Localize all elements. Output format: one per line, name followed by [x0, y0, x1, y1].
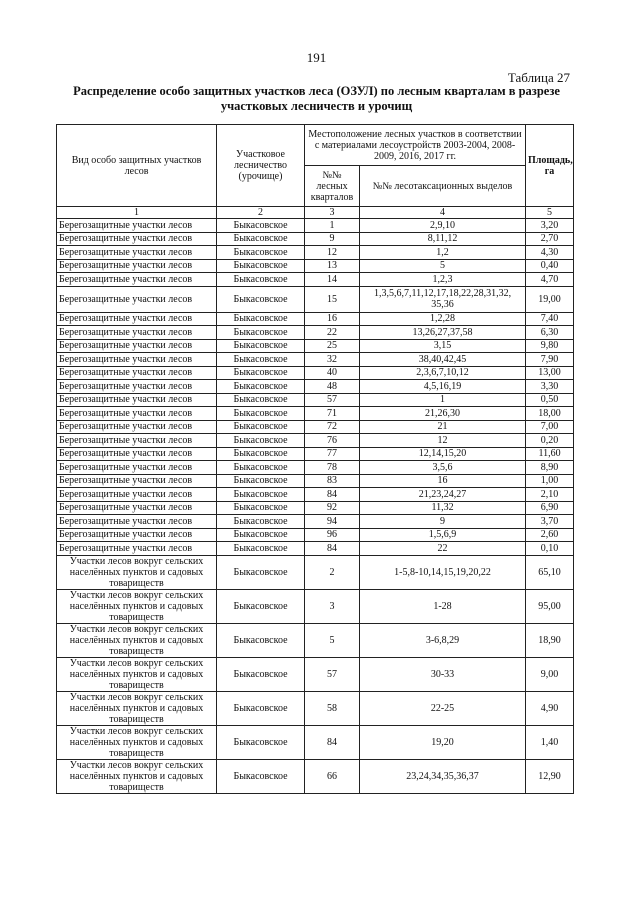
cell-plots: 30-33: [360, 657, 526, 691]
cell-kind: Участки лесов вокруг сельских населённых пунктов и садовых товариществ: [57, 691, 217, 725]
cell-kind: Берегозащитные участки лесов: [57, 259, 217, 273]
cell-plots: 1,2,28: [360, 312, 526, 326]
cell-forestry: Быкасовское: [217, 501, 305, 515]
cell-quarter: 84: [305, 488, 360, 502]
cell-plots: 21,23,24,27: [360, 488, 526, 502]
cell-quarter: 76: [305, 434, 360, 448]
cell-area: 7,90: [526, 353, 574, 367]
cell-area: 6,90: [526, 501, 574, 515]
cell-area: 0,40: [526, 259, 574, 273]
cell-plots: 1,2: [360, 246, 526, 260]
cell-forestry: Быкасовское: [217, 312, 305, 326]
header-forestry: Участковое лесничество (урочище): [217, 125, 305, 207]
cell-quarter: 84: [305, 542, 360, 556]
cell-forestry: Быкасовское: [217, 407, 305, 421]
table-row: [57, 515, 574, 529]
cell-quarter: 78: [305, 461, 360, 475]
cell-forestry: Быкасовское: [217, 725, 305, 759]
column-numbers-row: [57, 207, 574, 219]
cell-kind: Берегозащитные участки лесов: [57, 246, 217, 260]
cell-area: 4,30: [526, 246, 574, 260]
table-row: [57, 232, 574, 246]
cell-forestry: Быкасовское: [217, 286, 305, 312]
table-row: [57, 501, 574, 515]
cell-plots: 9: [360, 515, 526, 529]
table-row: [57, 555, 574, 589]
cell-area: 2,60: [526, 528, 574, 542]
cell-area: 4,90: [526, 691, 574, 725]
header-area: Площадь, га: [526, 125, 574, 207]
cell-forestry: Быкасовское: [217, 589, 305, 623]
cell-quarter: 25: [305, 339, 360, 353]
cell-forestry: Быкасовское: [217, 555, 305, 589]
cell-quarter: 57: [305, 657, 360, 691]
table-row: [57, 725, 574, 759]
cell-kind: Берегозащитные участки лесов: [57, 326, 217, 340]
cell-quarter: 71: [305, 407, 360, 421]
cell-area: 11,60: [526, 447, 574, 461]
cell-plots: 13,26,27,37,58: [360, 326, 526, 340]
column-number: 1: [57, 207, 217, 219]
cell-quarter: 15: [305, 286, 360, 312]
cell-area: 65,10: [526, 555, 574, 589]
cell-quarter: 92: [305, 501, 360, 515]
cell-area: 18,00: [526, 407, 574, 421]
table-row: [57, 420, 574, 434]
table-row: [57, 434, 574, 448]
column-number: 5: [526, 207, 574, 219]
table-row: [57, 353, 574, 367]
cell-kind: Берегозащитные участки лесов: [57, 366, 217, 380]
cell-kind: Берегозащитные участки лесов: [57, 501, 217, 515]
cell-kind: Берегозащитные участки лесов: [57, 339, 217, 353]
cell-plots: 5: [360, 259, 526, 273]
cell-forestry: Быкасовское: [217, 246, 305, 260]
table-row: [57, 246, 574, 260]
cell-forestry: Быкасовское: [217, 259, 305, 273]
column-number: 2: [217, 207, 305, 219]
cell-area: 3,20: [526, 219, 574, 233]
cell-area: 1,40: [526, 725, 574, 759]
cell-quarter: 1: [305, 219, 360, 233]
table-row: [57, 474, 574, 488]
cell-quarter: 32: [305, 353, 360, 367]
cell-forestry: Быкасовское: [217, 366, 305, 380]
cell-plots: 3,5,6: [360, 461, 526, 475]
cell-kind: Берегозащитные участки лесов: [57, 273, 217, 287]
cell-plots: 3-6,8,29: [360, 623, 526, 657]
cell-kind: Берегозащитные участки лесов: [57, 461, 217, 475]
cell-area: 18,90: [526, 623, 574, 657]
cell-kind: Берегозащитные участки лесов: [57, 312, 217, 326]
cell-quarter: 14: [305, 273, 360, 287]
cell-area: 3,70: [526, 515, 574, 529]
cell-quarter: 22: [305, 326, 360, 340]
cell-area: 95,00: [526, 589, 574, 623]
cell-forestry: Быкасовское: [217, 434, 305, 448]
cell-forestry: Быкасовское: [217, 542, 305, 556]
cell-quarter: 66: [305, 759, 360, 793]
cell-area: 3,30: [526, 380, 574, 394]
header-location-group: Местоположение лесных участков в соответствии с материалами лесоустройств 2003-2004, 2008-2009, 2016, 2017 гг.: [305, 125, 526, 166]
cell-kind: Берегозащитные участки лесов: [57, 219, 217, 233]
table-row: [57, 326, 574, 340]
cell-plots: 1-5,8-10,14,15,19,20,22: [360, 555, 526, 589]
cell-forestry: Быкасовское: [217, 528, 305, 542]
cell-area: 9,00: [526, 657, 574, 691]
cell-plots: 11,32: [360, 501, 526, 515]
cell-quarter: 83: [305, 474, 360, 488]
cell-kind: Берегозащитные участки лесов: [57, 474, 217, 488]
table-row: [57, 657, 574, 691]
cell-plots: 1,2,3: [360, 273, 526, 287]
cell-plots: 8,11,12: [360, 232, 526, 246]
cell-forestry: Быкасовское: [217, 380, 305, 394]
cell-area: 9,80: [526, 339, 574, 353]
table-row: [57, 589, 574, 623]
cell-plots: 4,5,16,19: [360, 380, 526, 394]
cell-forestry: Быкасовское: [217, 393, 305, 407]
table-row: [57, 407, 574, 421]
table-row: [57, 366, 574, 380]
cell-kind: Берегозащитные участки лесов: [57, 542, 217, 556]
cell-forestry: Быкасовское: [217, 657, 305, 691]
cell-plots: 21,26,30: [360, 407, 526, 421]
cell-kind: Берегозащитные участки лесов: [57, 528, 217, 542]
table-body: [57, 219, 574, 794]
table-row: [57, 273, 574, 287]
table-row: [57, 461, 574, 475]
cell-area: 8,90: [526, 461, 574, 475]
cell-kind: Берегозащитные участки лесов: [57, 393, 217, 407]
ozul-table: [56, 124, 574, 794]
cell-plots: 2,3,6,7,10,12: [360, 366, 526, 380]
table-row: [57, 447, 574, 461]
cell-kind: Участки лесов вокруг сельских населённых пунктов и садовых товариществ: [57, 589, 217, 623]
cell-area: 13,00: [526, 366, 574, 380]
column-number: 3: [305, 207, 360, 219]
cell-kind: Берегозащитные участки лесов: [57, 420, 217, 434]
cell-forestry: Быкасовское: [217, 515, 305, 529]
table-row: [57, 488, 574, 502]
cell-plots: 19,20: [360, 725, 526, 759]
table-row: [57, 339, 574, 353]
table-row: [57, 259, 574, 273]
cell-kind: Участки лесов вокруг сельских населённых пунктов и садовых товариществ: [57, 657, 217, 691]
cell-area: 2,10: [526, 488, 574, 502]
cell-forestry: Быкасовское: [217, 461, 305, 475]
cell-area: 12,90: [526, 759, 574, 793]
table-row: [57, 528, 574, 542]
cell-forestry: Быкасовское: [217, 353, 305, 367]
cell-forestry: Быкасовское: [217, 326, 305, 340]
table-label: Таблица 27: [507, 70, 570, 85]
cell-quarter: 57: [305, 393, 360, 407]
cell-area: 7,00: [526, 420, 574, 434]
cell-kind: Берегозащитные участки лесов: [57, 407, 217, 421]
cell-quarter: 9: [305, 232, 360, 246]
cell-kind: Берегозащитные участки лесов: [57, 232, 217, 246]
table-row: [57, 542, 574, 556]
cell-plots: 16: [360, 474, 526, 488]
cell-kind: Участки лесов вокруг сельских населённых пунктов и садовых товариществ: [57, 725, 217, 759]
cell-quarter: 77: [305, 447, 360, 461]
cell-area: 0,20: [526, 434, 574, 448]
cell-plots: 12,14,15,20: [360, 447, 526, 461]
cell-plots: 23,24,34,35,36,37: [360, 759, 526, 793]
cell-quarter: 96: [305, 528, 360, 542]
cell-quarter: 48: [305, 380, 360, 394]
cell-area: 6,30: [526, 326, 574, 340]
cell-quarter: 58: [305, 691, 360, 725]
cell-quarter: 84: [305, 725, 360, 759]
cell-area: 2,70: [526, 232, 574, 246]
cell-plots: 2,9,10: [360, 219, 526, 233]
cell-forestry: Быкасовское: [217, 232, 305, 246]
header-plots: №№ лесотаксационных выделов: [360, 166, 526, 207]
cell-quarter: 40: [305, 366, 360, 380]
cell-area: 1,00: [526, 474, 574, 488]
cell-kind: Участки лесов вокруг сельских населённых пунктов и садовых товариществ: [57, 623, 217, 657]
header-quarters: №№ лесных кварталов: [305, 166, 360, 207]
table-row: [57, 219, 574, 233]
cell-forestry: Быкасовское: [217, 339, 305, 353]
cell-plots: 1: [360, 393, 526, 407]
cell-plots: 22: [360, 542, 526, 556]
cell-kind: Берегозащитные участки лесов: [57, 434, 217, 448]
cell-forestry: Быкасовское: [217, 759, 305, 793]
cell-kind: Берегозащитные участки лесов: [57, 353, 217, 367]
cell-quarter: 16: [305, 312, 360, 326]
cell-forestry: Быкасовское: [217, 219, 305, 233]
table-row: [57, 759, 574, 793]
cell-kind: Берегозащитные участки лесов: [57, 380, 217, 394]
cell-plots: 38,40,42,45: [360, 353, 526, 367]
cell-quarter: 94: [305, 515, 360, 529]
cell-forestry: Быкасовское: [217, 420, 305, 434]
cell-forestry: Быкасовское: [217, 447, 305, 461]
cell-area: 0,50: [526, 393, 574, 407]
cell-plots: 1-28: [360, 589, 526, 623]
table-row: [57, 380, 574, 394]
table-row: [57, 286, 574, 312]
cell-quarter: 72: [305, 420, 360, 434]
cell-quarter: 2: [305, 555, 360, 589]
cell-kind: Берегозащитные участки лесов: [57, 447, 217, 461]
cell-forestry: Быкасовское: [217, 474, 305, 488]
cell-quarter: 13: [305, 259, 360, 273]
cell-forestry: Быкасовское: [217, 691, 305, 725]
table-row: [57, 691, 574, 725]
cell-quarter: 3: [305, 589, 360, 623]
cell-quarter: 12: [305, 246, 360, 260]
cell-plots: 1,5,6,9: [360, 528, 526, 542]
column-number: 4: [360, 207, 526, 219]
cell-plots: 22-25: [360, 691, 526, 725]
cell-area: 7,40: [526, 312, 574, 326]
header-kind: Вид особо защитных участков лесов: [57, 125, 217, 207]
cell-plots: 1,3,5,6,7,11,12,17,18,22,28,31,32, 35,36: [360, 286, 526, 312]
cell-plots: 3,15: [360, 339, 526, 353]
table-row: [57, 623, 574, 657]
cell-kind: Берегозащитные участки лесов: [57, 286, 217, 312]
cell-forestry: Быкасовское: [217, 488, 305, 502]
cell-kind: Берегозащитные участки лесов: [57, 515, 217, 529]
cell-kind: Берегозащитные участки лесов: [57, 488, 217, 502]
cell-kind: Участки лесов вокруг сельских населённых пунктов и садовых товариществ: [57, 555, 217, 589]
table-title: Распределение особо защитных участков леса (ОЗУЛ) по лесным кварталам в разрезе участковых лесничеств и урочищ: [73, 84, 560, 113]
cell-kind: Участки лесов вокруг сельских населённых пунктов и садовых товариществ: [57, 759, 217, 793]
cell-forestry: Быкасовское: [217, 623, 305, 657]
table-row: [57, 312, 574, 326]
cell-area: 19,00: [526, 286, 574, 312]
cell-plots: 12: [360, 434, 526, 448]
cell-area: 4,70: [526, 273, 574, 287]
cell-plots: 21: [360, 420, 526, 434]
table-row: [57, 393, 574, 407]
cell-quarter: 5: [305, 623, 360, 657]
cell-area: 0,10: [526, 542, 574, 556]
cell-forestry: Быкасовское: [217, 273, 305, 287]
page-number: 191: [306, 50, 327, 65]
